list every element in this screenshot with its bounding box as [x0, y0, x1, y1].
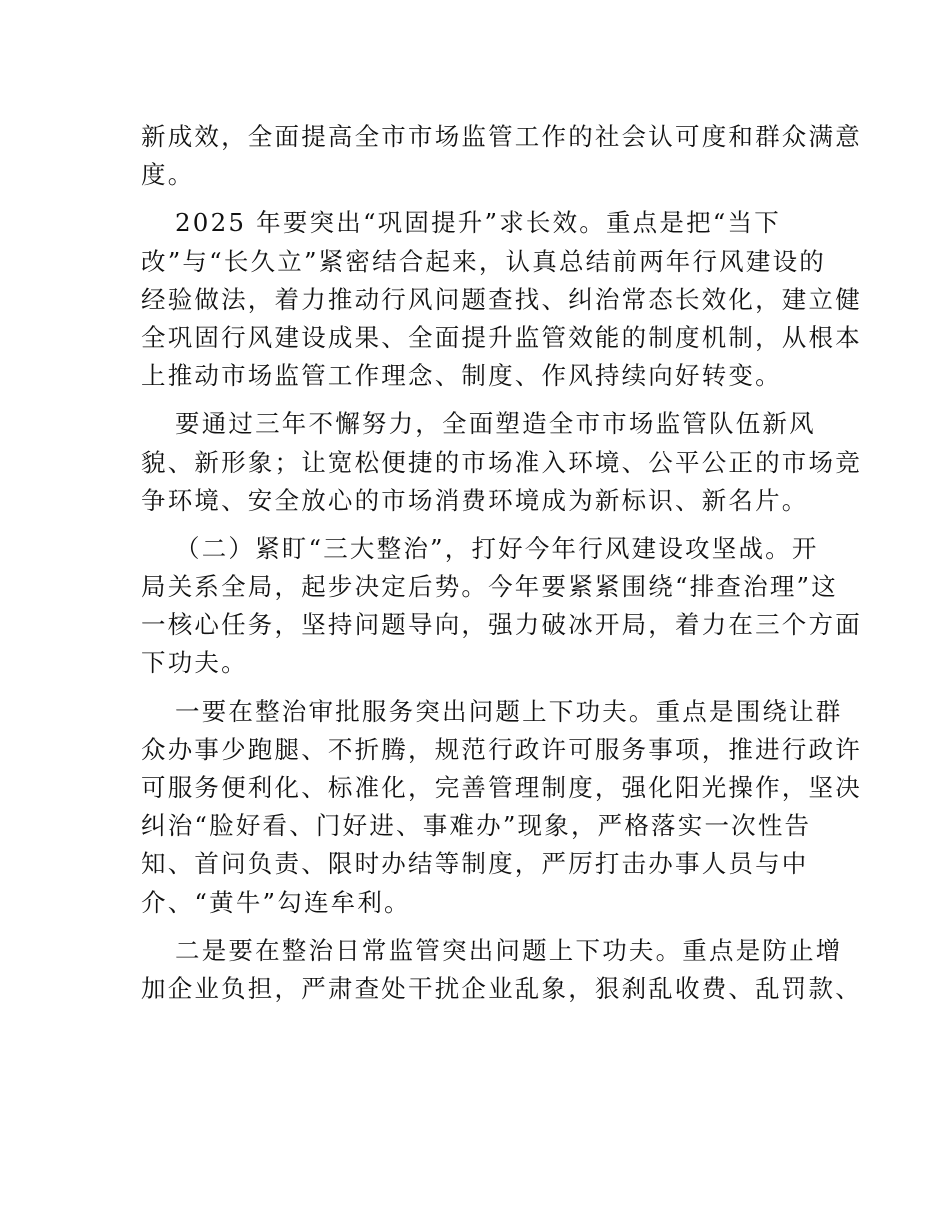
paragraph-4 [141, 530, 862, 683]
text-line: 纠治“脸好看、门好进、事难办”现象，严格落实一次性告 [141, 811, 812, 841]
text-line: 可服务便利化、标准化，完善管理制度，强化阳光操作，坚决 [141, 773, 862, 802]
text-line: 二是要在整治日常监管突出问题上下功夫。重点是防止增 [175, 935, 843, 965]
text-line: 介、“黄牛”勾连牟利。 [141, 887, 411, 917]
text-line: 度。 [141, 160, 195, 190]
paragraph-5 [141, 693, 862, 922]
text-line: 一核心任务，坚持问题导向，强力破冰开局，着力在三个方面 [141, 610, 862, 640]
text-line: 众办事少跑腿、不折腾，规范行政许可服务事项，推进行政许 [141, 734, 862, 764]
text-line: 争环境、安全放心的市场消费环境成为新标识、新名片。 [141, 485, 809, 515]
text-line: 全巩固行风建设成果、全面提升监管效能的制度机制，从根本 [141, 322, 862, 352]
text-line: 2025 年要突出“巩固提升”求长效。重点是把“当下 [175, 208, 781, 238]
text-line: 知、首问负责、限时办结等制度，严厉打击办事人员与中 [141, 849, 809, 879]
text-line: 改”与“长久立”紧密结合起来，认真总结前两年行风建设的 [141, 246, 826, 276]
text-line: 貌、新形象；让宽松便捷的市场准入环境、公平公正的市场竞 [141, 447, 862, 477]
text-line: 局关系全局，起步决定后势。今年要紧紧围绕“排查治理”这 [141, 572, 838, 602]
paragraph-6 [141, 932, 862, 1008]
text-line: 上推动市场监管工作理念、制度、作风持续向好转变。 [141, 361, 782, 391]
document-body [141, 118, 862, 1018]
text-line: 下功夫。 [141, 648, 248, 678]
text-line: 新成效，全面提高全市市场监管工作的社会认可度和群众满意 [141, 122, 862, 151]
paragraph-1 [141, 118, 862, 194]
text-line: 一要在整治审批服务突出问题上下功夫。重点是围绕让群 [175, 696, 843, 726]
text-line: （二）紧盯“三大整治”，打好今年行风建设攻坚战。开 [175, 533, 819, 563]
text-line: 加企业负担，严肃查处干扰企业乱象，狠刹乱收费、乱罚款、 [141, 973, 862, 1003]
text-line: 要通过三年不懈努力，全面塑造全市市场监管队伍新风 [175, 409, 816, 439]
paragraph-3 [141, 405, 862, 520]
paragraph-2 [141, 204, 862, 395]
text-line: 经验做法，着力推动行风问题查找、纠治常态长效化，建立健 [141, 284, 862, 314]
